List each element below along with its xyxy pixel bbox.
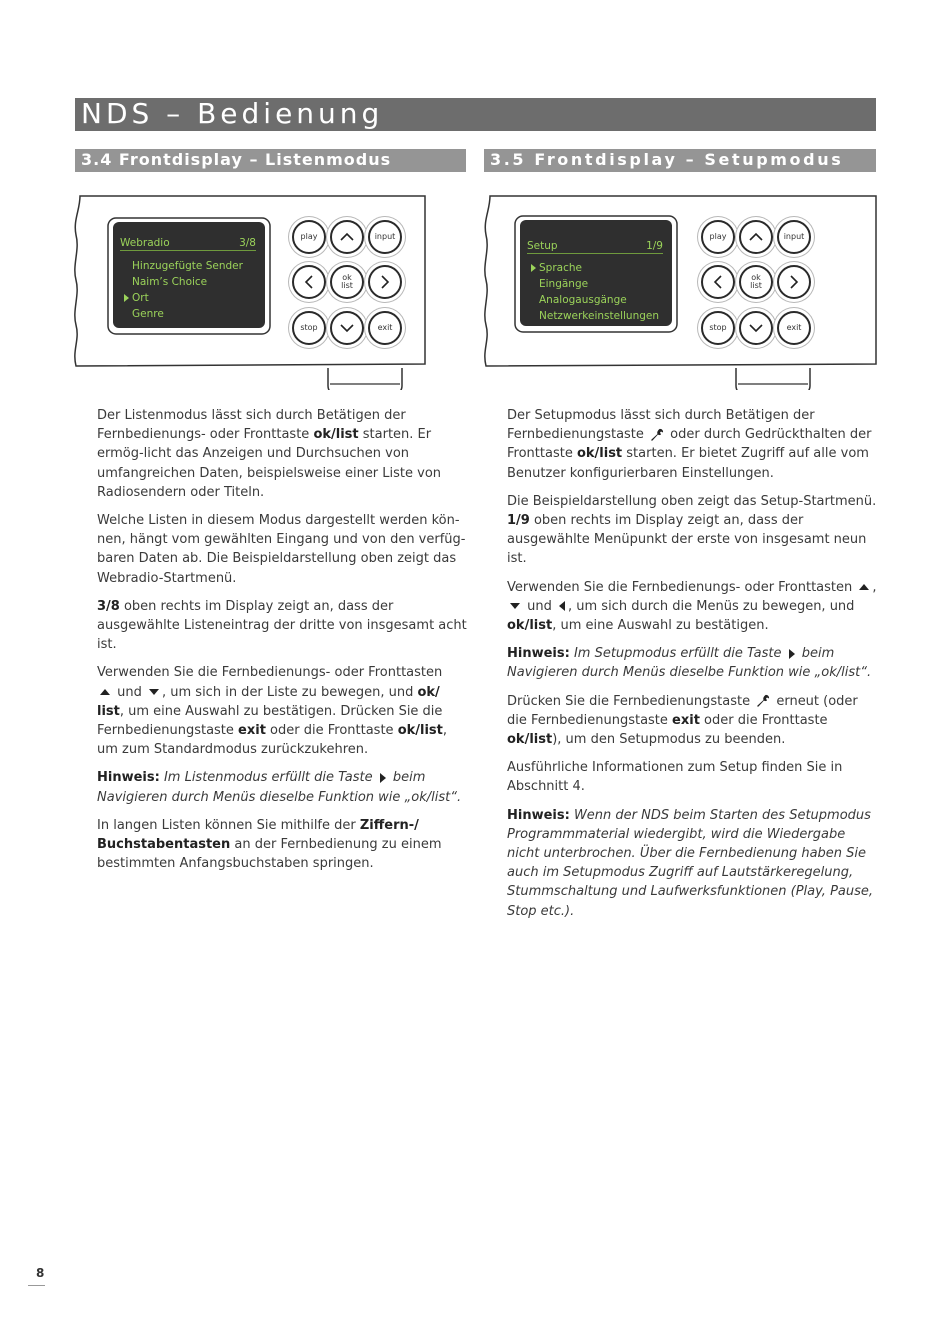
arrow-right-icon (380, 773, 386, 783)
list-label: list (341, 281, 353, 290)
key-label: ok/list (576, 446, 623, 462)
display-list-item: Netzwerkeinstellungen (539, 310, 660, 322)
display-list (539, 260, 659, 324)
ok-list-button (739, 265, 773, 299)
key-label: ok/list (507, 732, 553, 748)
play-button-label: play (300, 232, 318, 241)
ok-label: ok (342, 273, 352, 282)
page-number-rule (28, 1285, 45, 1286)
arrow-left-icon (559, 601, 565, 611)
exit-button-label: exit (786, 323, 802, 332)
wrench-icon (650, 428, 664, 442)
key-label: exit (238, 723, 266, 739)
key-label: ok/list (313, 427, 359, 443)
text: ), um den Setupmodus zu beenden. (552, 732, 786, 748)
text: Im Setupmodus erfüllt die Taste (569, 646, 786, 662)
display-header-title: Webradio (120, 237, 170, 249)
input-button (777, 220, 811, 254)
text: Drücken Sie die Fernbedienungstaste (507, 693, 755, 709)
right-button (368, 265, 402, 299)
text: oder die Fronttaste (699, 712, 828, 728)
note-label: Hinweis: (507, 646, 570, 662)
chevron-left-icon (304, 275, 314, 289)
stop-button (701, 311, 735, 345)
key-label: ok/list (507, 618, 553, 634)
key-label: ok/ list (97, 684, 440, 719)
display-header (120, 237, 256, 251)
paragraph (507, 578, 877, 636)
page-title: NDS – Bedienung (81, 97, 384, 130)
chevron-up-icon (749, 232, 763, 242)
key-label: Ziffern-/ Buchstabentasten (97, 817, 419, 853)
text: oben rechts im Display zeigt an, dass der ausgewählte Listeneintrag der dritte von insgesamt acht ist. (97, 598, 467, 653)
left-button (292, 265, 326, 299)
front-display (520, 220, 672, 326)
arrow-right-icon (789, 649, 795, 659)
play-button (701, 220, 735, 254)
up-button (739, 220, 773, 254)
paragraph (507, 692, 877, 750)
paragraph-note (97, 768, 467, 806)
text: Wenn der NDS beim Starten des Setupmodus Programmmaterial wiedergibt, wird die Wiedergabe nicht unterbrochen. Über die Fernbedienung haben Sie auch im Setupmodus Zugriff auf Lautstärkeregelung, Stummschaltung und Laufwerksfunktionen (Play, Pause, Stop etc.). (507, 807, 874, 919)
page-number: 8 (36, 1266, 45, 1280)
text: oben rechts im Display zeigt an, dass der ausgewählte Menüpunkt der erste von insgesamt neun ist. (507, 513, 867, 567)
text: , um eine Auswahl zu bestätigen. Drücken Sie die Fernbedienungstaste (97, 703, 443, 739)
key-label: ok/list (397, 723, 443, 739)
text: beim Navigieren durch Menüs dieselbe Funktion wie „ok/list“. (507, 646, 872, 681)
display-list-item: Analogausgänge (539, 294, 627, 306)
device-illustration-setupmodus (478, 190, 878, 390)
text: oder die Fronttaste (265, 723, 398, 739)
text: , um sich durch die Menüs zu bewegen, und (568, 598, 855, 614)
text: Verwenden Sie die Fernbedienungs- oder Fronttasten (97, 665, 443, 681)
note-label: Hinweis: (97, 770, 160, 786)
play-button (292, 220, 326, 254)
text: Der Listenmodus lässt sich durch Betätigen der Fernbedienungs- oder Fronttaste (97, 408, 406, 443)
front-display (113, 222, 265, 328)
ok-list-button (330, 265, 364, 299)
left-button (701, 265, 735, 299)
display-list-item: Genre (132, 308, 164, 320)
text: Der Setupmodus lässt sich durch Betätigen der Fernbedienungstaste (507, 408, 815, 443)
text-column-listenmodus (97, 406, 467, 882)
counter-label: 1/9 (507, 513, 530, 529)
ok-label: ok (751, 273, 761, 282)
chevron-left-icon (713, 275, 723, 289)
stop-button (292, 311, 326, 345)
section-heading: 3.4 Frontdisplay – Listenmodus (81, 150, 392, 169)
text: In langen Listen können Sie mithilfe der (97, 817, 360, 833)
text: , um sich in der Liste zu bewegen, und (162, 684, 418, 700)
paragraph (507, 406, 877, 483)
input-button-label: input (374, 232, 396, 241)
device-illustration-listenmodus (68, 190, 468, 390)
page-title-bar (75, 98, 876, 131)
list-label: list (750, 281, 762, 290)
input-button-label: input (783, 232, 805, 241)
display-header-title: Setup (527, 240, 558, 252)
text: an der Fernbedienung zu einem bestimmten Anfangsbuchstaben springen. (97, 837, 442, 872)
counter-label: 3/8 (97, 598, 120, 614)
display-list (132, 258, 243, 322)
text: erneut (oder die Fernbedienungstaste (507, 693, 858, 728)
paragraph-note (507, 644, 877, 682)
stop-button-label: stop (300, 323, 318, 332)
down-button (330, 311, 364, 345)
display-list-item: Hinzugefügte Sender (132, 260, 243, 272)
text: beim Navigieren durch Menüs dieselbe Funktion wie „ok/list“. (97, 770, 462, 805)
arrow-down-icon (149, 689, 159, 695)
arrow-up-icon (100, 689, 110, 695)
input-button (368, 220, 402, 254)
paragraph (97, 663, 467, 759)
display-counter: 1/9 (646, 240, 663, 252)
text: und (523, 598, 556, 614)
text: , um eine Auswahl zu bestätigen. (552, 618, 769, 634)
play-button-label: play (709, 232, 727, 241)
display-list-item: Eingänge (539, 278, 589, 290)
display-list-item: Naim’s Choice (132, 276, 208, 288)
arrow-up-icon (859, 584, 869, 590)
right-button (777, 265, 811, 299)
section-heading: 3.5 Frontdisplay – Setupmodus (490, 150, 844, 169)
display-header (527, 240, 663, 254)
text: , um zum Standardmodus zurückzukehren. (97, 723, 448, 758)
paragraph (97, 597, 467, 655)
chevron-right-icon (789, 275, 799, 289)
chevron-up-icon (340, 232, 354, 242)
display-list-item-selected: Ort (132, 290, 243, 306)
text: starten. Er ermög-licht das Anzeigen und Durchsuchen von umfangreichen Daten, beispielsweise einer Liste von Radiosendern oder Titeln. (97, 427, 442, 500)
paragraph-note (507, 806, 877, 921)
paragraph (97, 816, 467, 874)
stop-button-label: stop (709, 323, 727, 332)
text: oder durch Gedrückthalten der Fronttaste (507, 427, 872, 462)
section-heading-bar-listenmodus (75, 149, 466, 172)
text-column-setupmodus (507, 406, 877, 930)
text: und (113, 684, 146, 700)
key-label: exit (672, 712, 700, 728)
exit-button (368, 311, 402, 345)
paragraph: Welche Listen in diesem Modus dargestellt werden kön-nen, hängt vom gewählten Eingang und von den verfüg-baren Daten ab. Die Beispieldarstellung oben zeigt das Webradio-Startmenü. (97, 513, 466, 586)
paragraph (507, 492, 877, 569)
text: Im Listenmodus erfüllt die Taste (159, 770, 377, 786)
chevron-down-icon (749, 323, 763, 333)
note-label: Hinweis: (507, 807, 570, 823)
wrench-icon (756, 694, 770, 708)
chevron-right-icon (380, 275, 390, 289)
display-list-item-selected: Sprache (539, 260, 659, 276)
paragraph (97, 406, 467, 502)
up-button (330, 220, 364, 254)
text: starten. Er bietet Zugriff auf alle vom Benutzer konfigurierbaren Einstellungen. (507, 446, 869, 481)
exit-button (777, 311, 811, 345)
text: Verwenden Sie die Fernbedienungs- oder Fronttasten (507, 579, 857, 595)
display-counter: 3/8 (239, 237, 256, 249)
text: , (872, 579, 877, 595)
arrow-down-icon (510, 603, 520, 609)
chevron-down-icon (340, 323, 354, 333)
paragraph: Ausführliche Informationen zum Setup finden Sie in Abschnitt 4. (507, 760, 843, 795)
exit-button-label: exit (377, 323, 393, 332)
down-button (739, 311, 773, 345)
text: Die Beispieldarstellung oben zeigt das Setup-Startmenü. (507, 493, 877, 509)
section-heading-bar-setupmodus (484, 149, 876, 172)
